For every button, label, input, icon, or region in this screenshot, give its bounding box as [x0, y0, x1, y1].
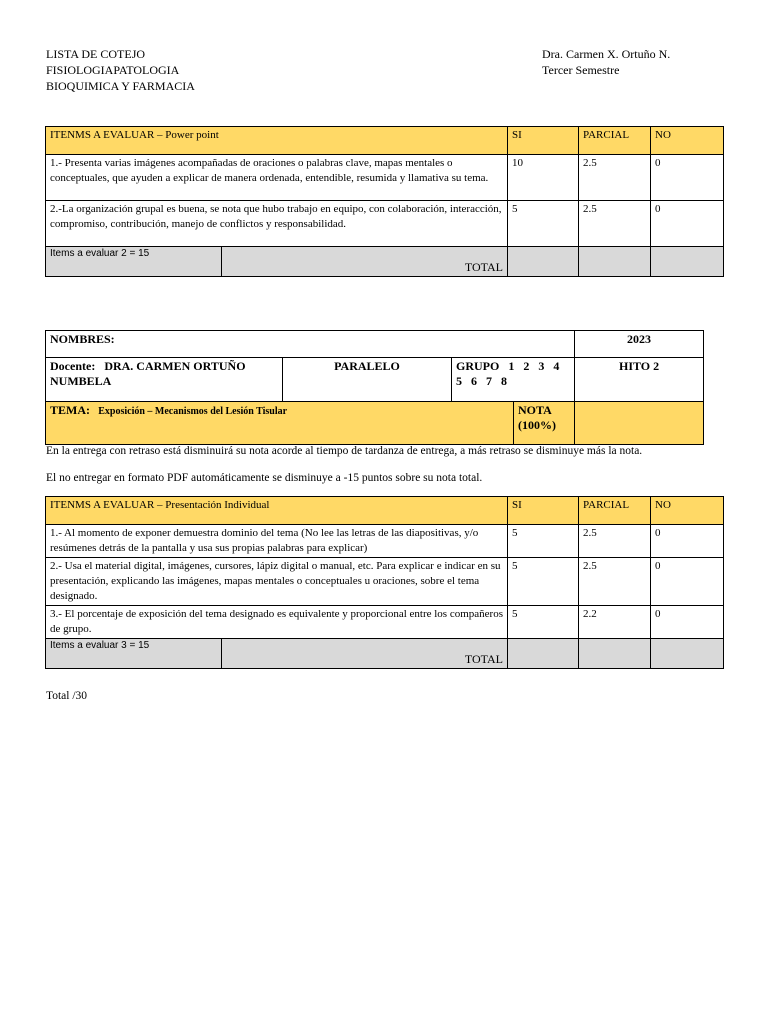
tema-cell [46, 402, 514, 445]
year: 2023 [575, 331, 704, 358]
names-label: NOMBRES: [46, 331, 575, 358]
table-header-row [46, 127, 724, 155]
nota-label: NOTA (100%) [514, 402, 575, 445]
subject: FISIOLOGIAPATOLOGIA [46, 63, 180, 77]
hito-label: HITO 2 [575, 358, 704, 402]
total-parcial [579, 639, 651, 669]
docente-cell [46, 358, 283, 402]
total-si [508, 247, 579, 277]
total-no [651, 247, 724, 277]
tema-row [46, 402, 704, 445]
table-title: ITENMS A EVALUAR – Presentación Individual [46, 497, 508, 525]
item-no: 0 [651, 155, 724, 201]
item-no: 0 [651, 558, 724, 606]
grupo-label: GRUPO 1 2 3 4 5 6 7 8 [452, 358, 575, 402]
item-text: 1.- Presenta varias imágenes acompañadas de oraciones o palabras clave, mapas mentales o conceptuales, que ayuden a explicar de manera ordenada, entendible, resumida y llamativa su tema. [46, 155, 508, 201]
table-footer-row [46, 247, 724, 277]
col-no: NO [651, 497, 724, 525]
table-row [46, 525, 724, 558]
item-no: 0 [651, 606, 724, 639]
item-si: 5 [508, 558, 579, 606]
col-parcial: PARCIAL [579, 497, 651, 525]
col-si: SI [508, 127, 579, 155]
item-text: 3.- El porcentaje de exposición del tema designado es equivalente y proporcional entre los compañeros de grupo. [46, 606, 508, 639]
item-text: 2.-La organización grupal es buena, se nota que hubo trabajo en equipo, con colaboración, interacción, compromiso, contribución, manejo de conflictos y responsabilidad. [46, 201, 508, 247]
total-label: TOTAL [222, 639, 508, 669]
table-row [46, 155, 724, 201]
table-footer-row [46, 639, 724, 669]
career: BIOQUIMICA Y FARMACIA [46, 79, 195, 93]
docente-label: Docente: [50, 359, 96, 373]
col-parcial: PARCIAL [579, 127, 651, 155]
item-parcial: 2.5 [579, 155, 651, 201]
item-text: 2.- Usa el material digital, imágenes, cursores, lápiz digital o manual, etc. Para explicar e indicar en su presentación, explicando las imágenes, mapas mentales o conceptuales u oraciones, sobre el tema designado. [46, 558, 508, 606]
note-pdf-format: El no entregar en formato PDF automáticamente se disminuye a -15 puntos sobre su nota total. [46, 472, 483, 484]
item-text: 1.- Al momento de exponer demuestra dominio del tema (No lee las letras de las diapositivas, y/o resúmenes detrás de la pantalla y usa sus propias palabras para explicar) [46, 525, 508, 558]
tema-label: TEMA: [50, 403, 90, 417]
item-si: 5 [508, 201, 579, 247]
total-si [508, 639, 579, 669]
doc-type: LISTA DE COTEJO [46, 47, 146, 61]
evaluation-table-powerpoint [45, 126, 724, 277]
items-count: Items a evaluar 3 = 15 [46, 639, 222, 669]
total-label: TOTAL [222, 247, 508, 277]
teacher-name: Dra. Carmen X. Ortuño N. [542, 47, 671, 61]
docente-row [46, 358, 704, 402]
item-si: 5 [508, 525, 579, 558]
names-row [46, 331, 704, 358]
note-late-delivery: En la entrega con retraso está disminuirá su nota acorde al tiempo de tardanza de entrega, a más retraso se disminuye más la nota. [46, 445, 643, 457]
paralelo-label: PARALELO [283, 358, 452, 402]
item-parcial: 2.5 [579, 558, 651, 606]
evaluation-table-individual [45, 496, 724, 669]
total-parcial [579, 247, 651, 277]
item-parcial: 2.2 [579, 606, 651, 639]
item-si: 5 [508, 606, 579, 639]
table-header-row [46, 497, 724, 525]
total-no [651, 639, 724, 669]
header-right [542, 46, 670, 78]
student-info-table [45, 330, 704, 445]
items-count: Items a evaluar 2 = 15 [46, 247, 222, 277]
table-row [46, 606, 724, 639]
semester: Tercer Semestre [542, 63, 620, 77]
docente-name: DRA. CARMEN ORTUÑO NUMBELA [50, 359, 246, 388]
header-left [46, 46, 195, 94]
item-no: 0 [651, 525, 724, 558]
tema-text: Exposición – Mecanismos del Lesión Tisular [98, 406, 288, 417]
item-parcial: 2.5 [579, 201, 651, 247]
item-no: 0 [651, 201, 724, 247]
table-row [46, 558, 724, 606]
col-si: SI [508, 497, 579, 525]
item-si: 10 [508, 155, 579, 201]
col-no: NO [651, 127, 724, 155]
table-row [46, 201, 724, 247]
item-parcial: 2.5 [579, 525, 651, 558]
grand-total: Total /30 [46, 690, 88, 702]
nota-value [575, 402, 704, 445]
table-title: ITENMS A EVALUAR – Power point [46, 127, 508, 155]
